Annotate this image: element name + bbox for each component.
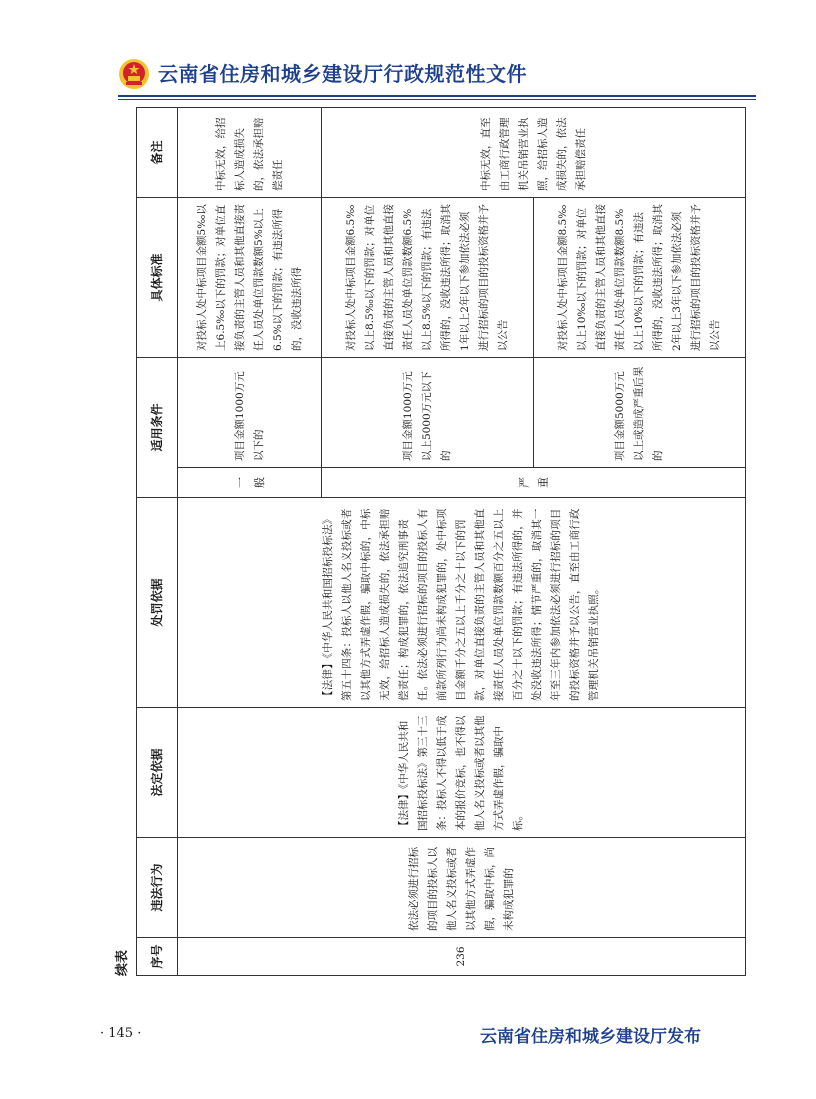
rotated-content: [110, 104, 750, 976]
header-no: 序号: [137, 938, 178, 976]
page-header: [118, 54, 758, 98]
header-act: 违法行为: [137, 838, 178, 938]
header-standard: 具体标准: [137, 197, 178, 357]
cell-standard-2: 对投标人处中标项目金额6.5‰以上8.5‰以下的罚款；对单位直接负责的主管人员和其他直接责任人员处单位罚款数额6.5%以上8.5%以下的罚款；有违法所得的，没收违法所得；取消其1年以上2年以下参加依法必须进行招标的项目的投标资格并予以公告: [322, 197, 534, 357]
cell-standard-1: 对投标人处中标项目金额5‰以上6.5‰以下的罚款；对单位直接负责的主管人员和其他直接责任人员处单位罚款数额5%以上6.5%以下的罚款；有违法所得的，没收违法所得: [178, 197, 322, 357]
header-legal-basis: 法定依据: [137, 708, 178, 838]
header-divider: [118, 95, 756, 97]
cell-no: 236: [178, 938, 746, 976]
cell-penalty-basis: 【法律】《中华人民共和国招标投标法》第五十四条：投标人以他人名义投标或者以其他方式弄虚作假，骗取中标的，中标无效，给招标人造成损失的，依法承担赔偿责任；构成犯罪的，依法追究刑事责任。依法必须进行招标的项目的投标人有前款所列行为尚未构成犯罪的，处中标项目金额千分之五以上千分之十以下的罚款，对单位直接负责的主管人员和其他直接责任人员处单位罚款数额百分之五以上百分之十以下的罚款；有违法所得的，并处没收违法所得；情节严重的，取消其一年至三年内参加依法必须进行招标的项目的投标资格并予以公告，直至由工商行政管理机关吊销营业执照。: [178, 498, 746, 708]
cell-condition-2: 项目金额1000万元以上5000万元以下的: [322, 357, 534, 467]
national-emblem-icon: [118, 58, 150, 90]
cell-condition-1: 项目金额1000万元以下的: [178, 357, 322, 467]
publisher-label: 云南省住房和城乡建设厅发布: [480, 1027, 701, 1047]
cell-remark-general: 中标无效，给招标人造成损失的，依法承担赔偿责任: [178, 107, 322, 197]
cell-act: 依法必须进行招标的项目的投标人以他人名义投标或者以其他方式弄虚作假，骗取中标，尚未构成犯罪的: [178, 838, 746, 938]
penalty-standards-table: [136, 107, 746, 976]
rotated-table-area: [110, 104, 750, 976]
document-series-title: 云南省住房和城乡建设厅行政规范性文件: [158, 62, 527, 86]
page-number: · 145 ·: [100, 1026, 142, 1041]
header-remark: 备注: [137, 107, 178, 197]
header-penalty-basis: 处罚依据: [137, 498, 178, 708]
cell-remark-serious: 中标无效，直至由工商行政管理机关吊销营业执照，给招标人造成损失的，依法承担赔偿责任: [322, 107, 746, 197]
cell-level-general: 一般: [178, 468, 322, 498]
header-condition: 适用条件: [137, 357, 178, 497]
table-row: [178, 107, 322, 975]
table-header-row: [137, 107, 178, 975]
cell-legal-basis: 【法律】《中华人民共和国招标投标法》第三十三条：投标人不得以低于成本的报价竞标，也不得以他人名义投标或者以其他方式弄虚作假，骗取中标。: [178, 708, 746, 838]
cell-standard-3: 对投标人处中标项目金额8.5‰以上10‰以下的罚款；对单位直接负责的主管人员和其他直接责任人员处单位罚款数额8.5%以上10%以下的罚款；有违法所得的，没收违法所得；取消其2年以上3年以下参加依法必须进行招标的项目的投标资格并予以公告: [534, 197, 746, 357]
header-divider-thin: [118, 99, 756, 100]
cell-condition-3: 项目金额5000万元以上或造成严重后果的: [534, 357, 746, 467]
continued-label: 续表: [115, 949, 130, 976]
cell-level-serious: 严重: [322, 468, 746, 498]
